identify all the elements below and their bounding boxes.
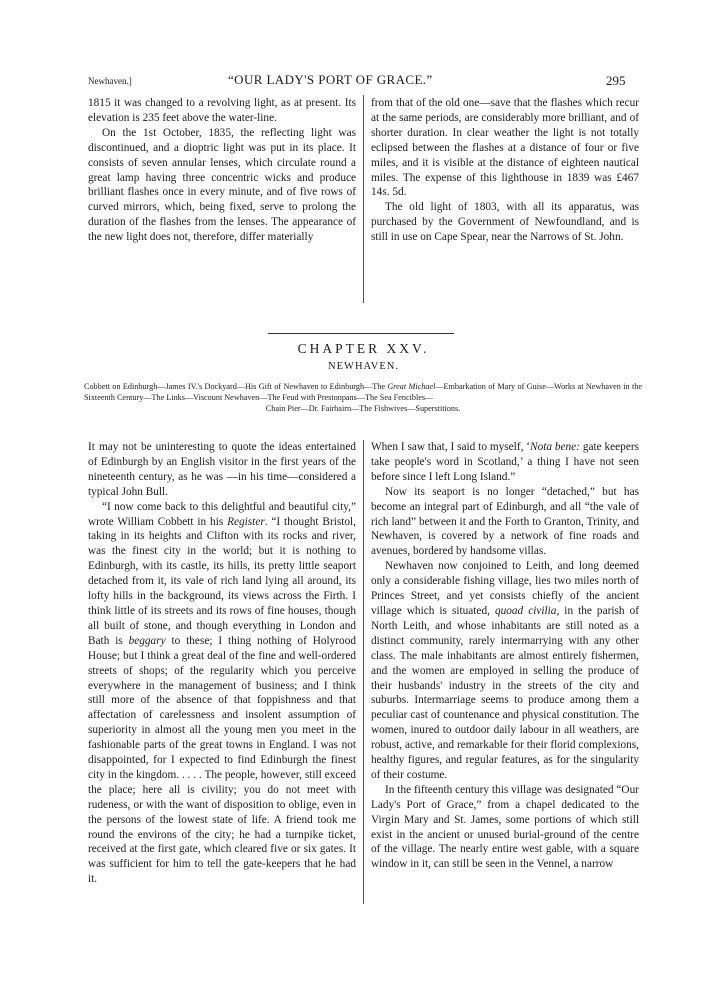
- paragraph: 1815 it was changed to a revolving light, as at present. Its elevation is 235 feet above the water-line.: [88, 97, 356, 124]
- synopsis-last-line: Chain Pier—Dr. Fairbairn—The Fishwives—Superstitions.: [265, 404, 461, 413]
- column-divider: [363, 95, 364, 303]
- italic-quoad-civilia: quoad civilia: [494, 604, 557, 617]
- paragraph: [371, 559, 639, 783]
- chapter-title: NEWHAVEN.: [328, 361, 399, 372]
- synopsis-ship-name: Great Michael: [387, 382, 436, 391]
- running-head-section: Newhaven.]: [88, 76, 132, 86]
- text-run: gate keepers take people's word in Scotland,’ a thing I have not seen before since I left Long Island.”: [371, 441, 639, 483]
- chapter-number: CHAPTER XXV.: [297, 341, 430, 356]
- synopsis-text: Cobbett on Edinburgh—James IV.'s Dockyard—His Gift of Newhaven to Edinburgh—The: [84, 382, 388, 391]
- column-divider: [363, 440, 364, 904]
- paragraph: Now its seaport is no longer “detached,” but has become an integral part of Edinburgh, and all “the vale of rich land” between it and the Forth to Granton, Trinity, and Newhaven, is covered by a network of fine roads and avenues, bordered by handsome villas.: [371, 485, 639, 558]
- synopsis-text: —Embarkation of Mary of Guise—Works at Newhaven in the Sixteenth Century—The Links—Viscount Newhaven—The Feud with Prestonpans—The Sea Fencibles—: [84, 382, 642, 402]
- section-separator-rule: [268, 333, 454, 334]
- paragraph: It may not be uninteresting to quote the ideas entertained of Edinburgh by an English visitor in the first years of the nineteenth century, as he was —in his time—considered a typical John Bull.: [88, 441, 356, 498]
- paragraph: [88, 500, 356, 888]
- text-run: When I saw that, I said to myself, ‘: [371, 441, 531, 453]
- paragraph: The old light of 1803, with all its apparatus, was purchased by the Government of Newfoundland, and is still in use on Cape Spear, near the Narrows of St. John.: [371, 201, 639, 244]
- text-run: , in the parish of North Leith, and whose inhabitants are still noted as a distinct community, rarely intermarrying with any other class. The male inhabitants are almost entirely fishermen, and the women are employed in selling the produce of their husbands' industry in the streets of the city and suburbs. Intermarriage seems to produce among them a peculiar cast of countenance and physical constitution. The women, inured to outdoor daily labour in all weathers, are robust, active, and remarkable for their florid complexions, healthy figures, and regular features, as for the singularity of their costume.: [371, 604, 639, 781]
- paragraph: [371, 440, 639, 485]
- text-run: . “I thought Bristol, taking in its heights and Clifton with its rocks and river, was the finest city in the world; but it is nothing to Edinburgh, with its castle, its hills, its pretty little seaport detached from it, its vale of rich land lying all around, its lofty hills in the background, its views across the Firth. I think little of its streets and its rows of fine houses, though all built of stone, and though everything in London and Bath is: [88, 515, 356, 647]
- page-number: 295: [606, 73, 626, 88]
- italic-register: Register: [227, 515, 265, 528]
- top-left-column: [88, 96, 356, 245]
- text-run: Newhaven now conjoined to Leith, and long deemed only a considerable fishing village, lies two miles north of Princes Street, and yet consists chiefly of the ancient village which is situated,: [371, 560, 639, 617]
- italic-beggary: beggary: [128, 634, 166, 647]
- text-run: to these; I thing nothing of Holyrood House; but I think a great deal of the fine and well-ordered streets of shops; of the regularity which you perceive everywhere in the management of business; and I think still more of the absence of that foppishness and that affectation of carelessness and insolent assumption of superiority in almost all the young men you meet in the fashionable parts of the great towns in England. I was not disappointed, for I expected to find Edinburgh the finest city in the kingdom. . . . . The people, however, still exceed the place; here all is civility; you do not meet with rudeness, or with the want of disposition to oblige, even in the persons of the lowest state of life. A friend took me round the environs of the city; he had a turnpike ticket, received at the first gate, which cleared five or six gates. It was sufficient for him to tell the gate-keepers that he had it.: [88, 634, 356, 886]
- paragraph: from that of the old one—save that the flashes which recur at the same periods, are considerably more brilliant, and of shorter duration. In clear weather the light is not totally eclipsed between the flashes at a distance of four or five miles, and it is visible at the distance of eighteen nautical miles. The expense of this lighthouse in 1839 was £467 14s. 5d.: [371, 97, 639, 199]
- italic-nota-bene: Nota bene:: [530, 441, 580, 453]
- paragraph: In the fifteenth century this village was designated “Our Lady's Port of Grace,” from a chapel dedicated to the Virgin Mary and St. James, some portions of which still exist in the ancient or unused burial-ground of the centre of the village. The nearly entire west gable, with a square window in it, can still be seen in the Vennel, a narrow: [371, 783, 639, 871]
- chapter-synopsis: [84, 381, 642, 414]
- bottom-left-column: [88, 440, 356, 887]
- bottom-right-column: [371, 440, 639, 872]
- paragraph: On the 1st October, 1835, the reflecting light was discontinued, and a dioptric light was put in its place. It consists of seven annular lenses, which circulate round a great lamp having three concentric wicks and produce brilliant flashes once in every minute, and of five rows of curved mirrors, which, being fixed, serve to prolong the duration of the flashes from the lenses. The appearance of the new light does not, therefore, differ materially: [88, 126, 356, 244]
- text-run: “I now come back to this delightful and beautiful city,” wrote William Cobbett in his: [88, 500, 356, 528]
- top-right-column: [371, 96, 639, 245]
- running-head-title: “OUR LADY'S PORT OF GRACE.”: [228, 72, 433, 87]
